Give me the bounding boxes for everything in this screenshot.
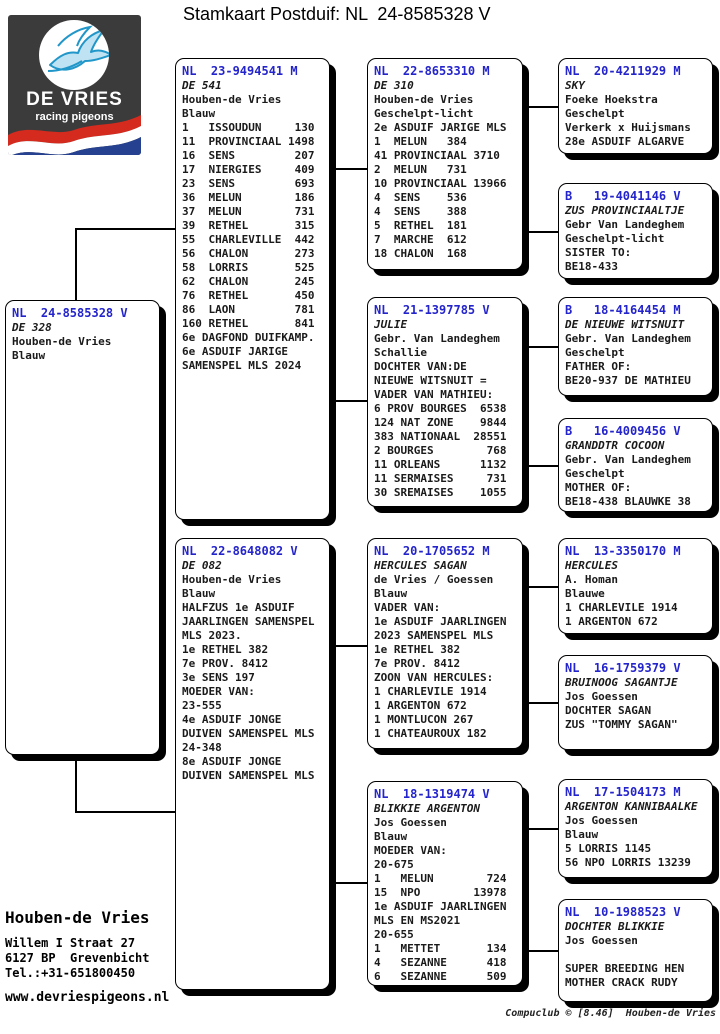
detail-line: Geschelpt-licht	[565, 232, 665, 245]
ring-number: NL 23-9494541 M	[182, 64, 298, 78]
detail-line: Blauw	[565, 828, 599, 841]
detail-line: 20-655	[374, 928, 414, 941]
ring-number: B 19-4041146 V	[565, 189, 681, 203]
pigeon-details	[565, 453, 706, 509]
ring-number: NL 10-1988523 V	[565, 905, 681, 919]
detail-line: HALFZUS 1e ASDUIF	[182, 601, 295, 614]
pigeon-details	[565, 218, 706, 274]
detail-line: 1 CHARLEVILE 1914	[565, 601, 678, 614]
detail-line: MOEDER VAN:	[182, 685, 255, 698]
pedigree-box-great-grandparent-3	[558, 297, 713, 396]
detail-line: Geschelpt	[565, 467, 625, 480]
detail-line: DOCHTER VAN:DE	[374, 360, 467, 373]
owner-phone: Tel.:+31-651800450	[5, 966, 136, 980]
detail-line: 24-348	[182, 741, 222, 754]
detail-line: 5 LORRIS 1145	[565, 842, 652, 855]
detail-line: Blauw	[374, 587, 408, 600]
ring-number: NL 13-3350170 M	[565, 544, 681, 558]
detail-line: BE18-438 BLAUWKE 38	[565, 495, 691, 508]
detail-line: 1 ARGENTON 672	[565, 615, 658, 628]
ring-number: NL 24-8585328 V	[12, 306, 128, 320]
pedigree-connector	[523, 950, 558, 952]
detail-line: MOTHER OF:	[565, 481, 632, 494]
de-vries-logo	[8, 15, 141, 155]
detail-line: 1 ISSOUDUN 130	[182, 121, 315, 134]
detail-line: 1e RETHEL 382	[374, 643, 461, 656]
pigeon-name: DE 328	[12, 321, 52, 334]
detail-line: 3e SENS 197	[182, 671, 255, 684]
detail-line: 11 PROVINCIAAL 1498	[182, 135, 315, 148]
detail-line: 1e ASDUIF JAARLINGEN	[374, 900, 507, 913]
pigeon-name: BLIKKIE ARGENTON	[374, 802, 480, 815]
detail-line: 39 RETHEL 315	[182, 219, 315, 232]
pigeon-details	[565, 690, 706, 732]
detail-line: 86 LAON 781	[182, 303, 315, 316]
detail-line: Blauw	[182, 107, 216, 120]
detail-line: 383 NATIONAAL 28551	[374, 430, 507, 443]
detail-line: MOEDER VAN:	[374, 844, 447, 857]
detail-line: 55 CHARLEVILLE 442	[182, 233, 315, 246]
pedigree-connector	[330, 882, 367, 884]
pedigree-connector	[523, 106, 558, 108]
pigeon-details	[565, 814, 706, 870]
detail-line: Gebr Van Landeghem	[565, 218, 685, 231]
detail-line: 2 MELUN 731	[374, 163, 467, 176]
detail-line: 76 RETHEL 450	[182, 289, 315, 302]
detail-line: 160 RETHEL 841	[182, 317, 315, 330]
detail-line: Geschelpt-licht	[374, 107, 474, 120]
pigeon-details	[565, 573, 706, 629]
pigeon-details	[374, 816, 516, 984]
detail-line: 18 CHALON 168	[374, 247, 467, 260]
pedigree-connector	[523, 465, 558, 467]
detail-line: 16 SENS 207	[182, 149, 315, 162]
pedigree-connector	[75, 228, 175, 230]
detail-line: 56 CHALON 273	[182, 247, 315, 260]
pedigree-connector	[330, 400, 367, 402]
pigeon-name: DE 310	[374, 79, 414, 92]
detail-line: NIEUWE WITSNUIT =	[374, 374, 487, 387]
detail-line: ZUS "TOMMY SAGAN"	[565, 718, 678, 731]
detail-line: Verkerk x Huijsmans	[565, 121, 691, 134]
pedigree-connector	[523, 828, 558, 830]
detail-line: DUIVEN SAMENSPEL MLS	[182, 769, 315, 782]
pigeon-details	[374, 332, 516, 500]
pedigree-box-subject	[5, 300, 160, 755]
pigeon-name: GRANDDTR COCOON	[565, 439, 665, 452]
detail-line: 41 PROVINCIAAL 3710	[374, 149, 500, 162]
pigeon-name: DOCHTER BLIKKIE	[565, 920, 665, 933]
detail-line: Houben-de Vries	[182, 93, 282, 106]
pedigree-box-grandmother-paternal	[367, 297, 523, 507]
pigeon-details	[182, 573, 323, 783]
detail-line: Foeke Hoekstra	[565, 93, 658, 106]
detail-line: MLS EN MS2021	[374, 914, 461, 927]
pedigree-connector	[75, 755, 77, 812]
detail-line: 2e ASDUIF JARIGE MLS	[374, 121, 507, 134]
detail-line: Blauwe	[565, 587, 605, 600]
detail-line: Jos Goessen	[565, 690, 638, 703]
pedigree-connector	[523, 702, 558, 704]
ring-number: NL 20-4211929 M	[565, 64, 681, 78]
pigeon-details	[374, 573, 516, 741]
detail-line: 11 ORLEANS 1132	[374, 458, 507, 471]
detail-line: 62 CHALON 245	[182, 275, 315, 288]
pigeon-name: JULIE	[374, 318, 408, 331]
ring-number: NL 16-1759379 V	[565, 661, 681, 675]
detail-line: 28e ASDUIF ALGARVE	[565, 135, 685, 148]
pedigree-box-great-grandparent-4	[558, 418, 713, 512]
detail-line: SUPER BREEDING HEN	[565, 962, 685, 975]
page-title: Stamkaart Postduif: NL 24-8585328 V	[183, 4, 491, 24]
pigeon-name: BRUINOOG SAGANTJE	[565, 676, 678, 689]
detail-line: VADER VAN:	[374, 601, 441, 614]
detail-line: Gebr. Van Landeghem	[565, 332, 691, 345]
detail-line: BE18-433	[565, 260, 618, 273]
detail-line: 4 SENS 388	[374, 205, 467, 218]
ring-number: NL 21-1397785 V	[374, 303, 490, 317]
detail-line: Blauw	[12, 349, 46, 362]
detail-line: A. Homan	[565, 573, 618, 586]
pedigree-connector	[523, 346, 558, 348]
detail-line: 6 PROV BOURGES 6538	[374, 402, 507, 415]
detail-line: Gebr. Van Landeghem	[374, 332, 500, 345]
detail-line: 6e ASDUIF JARIGE	[182, 345, 288, 358]
detail-line: 15 NPO 13978	[374, 886, 507, 899]
pedigree-box-great-grandparent-5	[558, 538, 713, 634]
pedigree-box-great-grandparent-7	[558, 779, 713, 878]
detail-line: 1e ASDUIF JAARLINGEN	[374, 615, 507, 628]
detail-line: 6 SEZANNE 509	[374, 970, 507, 983]
pedigree-connector	[523, 231, 558, 233]
pedigree-box-great-grandparent-2	[558, 183, 713, 279]
detail-line: 1 MELUN 724	[374, 872, 507, 885]
pigeon-details	[374, 93, 516, 261]
ring-number: NL 22-8648082 V	[182, 544, 298, 558]
detail-line: 1 MONTLUCON 267	[374, 713, 474, 726]
detail-line: 23-555	[182, 699, 222, 712]
detail-line: FATHER OF:	[565, 360, 632, 373]
pedigree-connector	[523, 586, 558, 588]
pedigree-connector	[330, 168, 367, 170]
pigeon-name: DE 082	[182, 559, 222, 572]
detail-line: SISTER TO:	[565, 246, 632, 259]
detail-line: Schallie	[374, 346, 427, 359]
pigeon-name: ARGENTON KANNIBAALKE	[565, 800, 698, 813]
detail-line: JAARLINGEN SAMENSPEL	[182, 615, 315, 628]
detail-line: 7e PROV. 8412	[374, 657, 461, 670]
detail-line: Jos Goessen	[374, 816, 447, 829]
ring-number: NL 17-1504173 M	[565, 785, 681, 799]
detail-line: 4 SENS 536	[374, 191, 467, 204]
detail-line: 23 SENS 693	[182, 177, 315, 190]
pigeon-details	[182, 93, 323, 373]
detail-line: 2023 SAMENSPEL MLS	[374, 629, 494, 642]
detail-line: 10 PROVINCIAAL 13966	[374, 177, 507, 190]
ring-number: NL 22-8653310 M	[374, 64, 490, 78]
detail-line: Jos Goessen	[565, 814, 638, 827]
pedigree-box-grandfather-paternal	[367, 58, 523, 270]
ring-number: NL 18-1319474 V	[374, 787, 490, 801]
detail-line: 5 RETHEL 181	[374, 219, 467, 232]
detail-line: 11 SERMAISES 731	[374, 472, 507, 485]
detail-line: de Vries / Goessen	[374, 573, 494, 586]
detail-line: MLS 2023.	[182, 629, 242, 642]
detail-line	[565, 948, 706, 962]
owner-street: Willem I Straat 27	[5, 936, 136, 950]
detail-line: VADER VAN MATHIEU:	[374, 388, 494, 401]
detail-line: 2 BOURGES 768	[374, 444, 507, 457]
detail-line: 58 LORRIS 525	[182, 261, 315, 274]
detail-line: 1 MELUN 384	[374, 135, 467, 148]
detail-line: Geschelpt	[565, 346, 625, 359]
logo-graphic	[8, 15, 141, 155]
detail-line: 17 NIERGIES 409	[182, 163, 315, 176]
pedigree-box-mother	[175, 538, 330, 990]
owner-website: www.devriespigeons.nl	[5, 990, 170, 1005]
ring-number: NL 20-1705652 M	[374, 544, 490, 558]
pigeon-name: DE NIEUWE WITSNUIT	[565, 318, 685, 331]
detail-line: SAMENSPEL MLS 2024	[182, 359, 302, 372]
pigeon-details	[12, 335, 153, 363]
owner-name: Houben-de Vries	[5, 908, 150, 927]
detail-line: 1 CHATEAUROUX 182	[374, 727, 487, 740]
pedigree-connector	[330, 645, 367, 647]
pigeon-name: HERCULES	[565, 559, 618, 572]
detail-line: 1 ARGENTON 672	[374, 699, 467, 712]
compuclub-credit: Compuclub © [8.46] Houben-de Vries	[505, 1008, 716, 1019]
detail-line: Gebr. Van Landeghem	[565, 453, 691, 466]
detail-line: 7 MARCHE 612	[374, 233, 467, 246]
ring-number: B 18-4164454 M	[565, 303, 681, 317]
detail-line: Geschelpt	[565, 107, 625, 120]
detail-line: Houben-de Vries	[374, 93, 474, 106]
detail-line: MOTHER CRACK RUDY	[565, 976, 678, 989]
detail-line: 1 METTET 134	[374, 942, 507, 955]
detail-line: 1e RETHEL 382	[182, 643, 269, 656]
detail-line: 36 MELUN 186	[182, 191, 315, 204]
pigeon-name: HERCULES SAGAN	[374, 559, 467, 572]
detail-line: BE20-937 DE MATHIEU	[565, 374, 691, 387]
detail-line: ZOON VAN HERCULES:	[374, 671, 494, 684]
logo-name: DE VRIES	[26, 89, 123, 110]
pedigree-box-great-grandparent-6	[558, 655, 713, 750]
detail-line: DOCHTER SAGAN	[565, 704, 652, 717]
pigeon-name: ZUS PROVINCIAALTJE	[565, 204, 685, 217]
pedigree-connector	[75, 811, 175, 813]
pedigree-box-father	[175, 58, 330, 520]
logo-subtitle: racing pigeons	[35, 111, 114, 123]
detail-line: 20-675	[374, 858, 414, 871]
pedigree-connector	[75, 228, 77, 300]
detail-line: DUIVEN SAMENSPEL MLS	[182, 727, 315, 740]
pedigree-box-great-grandparent-1	[558, 58, 713, 154]
pedigree-box-grandfather-maternal	[367, 538, 523, 749]
detail-line: 56 NPO LORRIS 13239	[565, 856, 691, 869]
pigeon-name: SKY	[565, 79, 585, 92]
ring-number: B 16-4009456 V	[565, 424, 681, 438]
detail-line: Blauw	[182, 587, 216, 600]
detail-line: 7e PROV. 8412	[182, 657, 269, 670]
pedigree-box-grandmother-maternal	[367, 781, 523, 986]
detail-line: Houben-de Vries	[12, 335, 112, 348]
pigeon-details	[565, 332, 706, 388]
pedigree-box-great-grandparent-8	[558, 899, 713, 1002]
pigeon-details	[565, 93, 706, 149]
detail-line: 37 MELUN 731	[182, 205, 315, 218]
detail-line: Blauw	[374, 830, 408, 843]
detail-line: 6e DAGFOND DUIFKAMP.	[182, 331, 315, 344]
detail-line: 8e ASDUIF JONGE	[182, 755, 282, 768]
detail-line: Houben-de Vries	[182, 573, 282, 586]
detail-line: Jos Goessen	[565, 934, 638, 947]
detail-line: 30 SREMAISES 1055	[374, 486, 507, 499]
pigeon-details	[565, 934, 706, 990]
owner-city: 6127 BP Grevenbicht	[5, 951, 150, 965]
detail-line: 4e ASDUIF JONGE	[182, 713, 282, 726]
detail-line: 124 NAT ZONE 9844	[374, 416, 507, 429]
detail-line: 4 SEZANNE 418	[374, 956, 507, 969]
detail-line: 1 CHARLEVILE 1914	[374, 685, 487, 698]
pigeon-name: DE 541	[182, 79, 222, 92]
